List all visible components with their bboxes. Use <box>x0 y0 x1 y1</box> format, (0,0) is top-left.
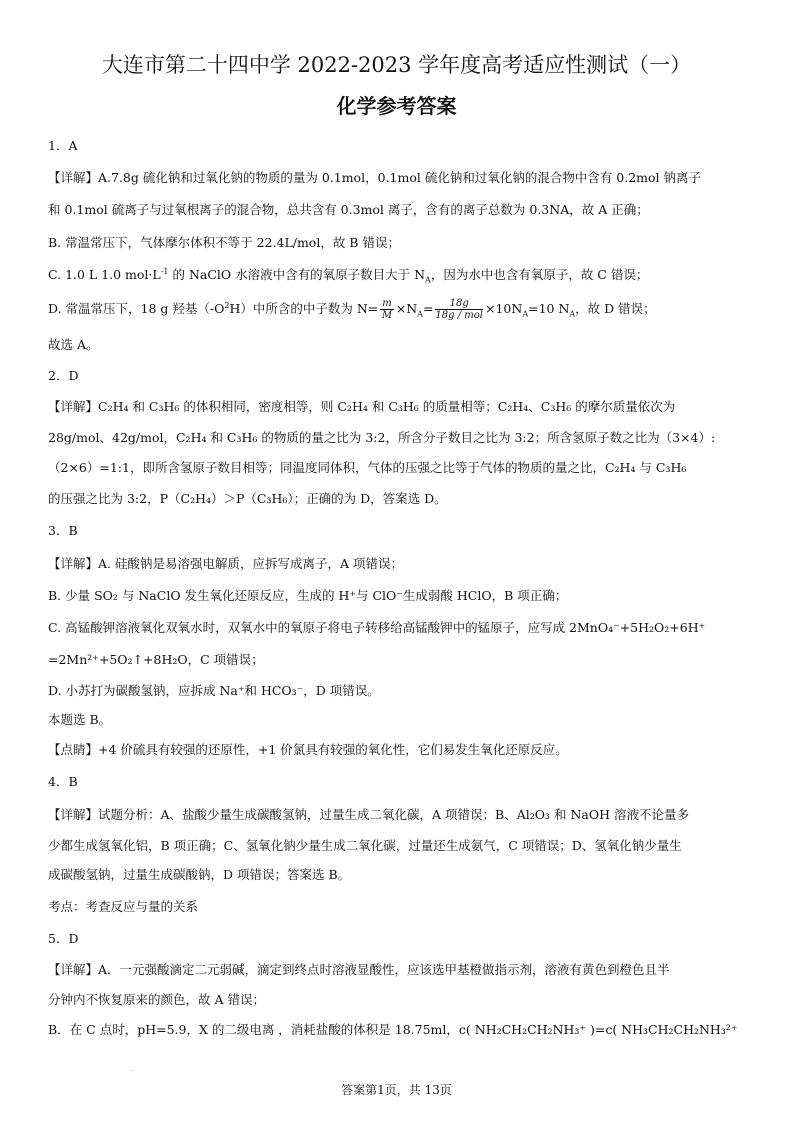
question-4-line-1: 【详解】试题分析：A、盐酸少量生成碳酸氢钠，过量生成二氧化碳，A 项错误；B、Al₂O₃ 和 NaOH 溶液不论量多 <box>48 807 689 822</box>
question-5-number: 5．D <box>48 931 79 946</box>
question-1-line-3: B. 常温常压下，气体摩尔体积不等于 22.4L/mol，故 B 错误； <box>48 235 400 250</box>
fraction-18g-over-molar-mass: $\frac{18g}{\text{18g / mol}}$ <box>435 298 483 321</box>
fraction-m-over-M: $\frac{m}{M}$ <box>381 298 393 321</box>
question-1-line-4: C. 1.0 L 1.0 $mol\cdot L^{-1}$ 的 NaClO 水溶液中含有的氧原子数目大于 $N_A$，因为水中也含有氧原子，故 C 错误； <box>48 266 649 285</box>
question-3-tip: 【点睛】+4 价硫具有较强的还原性，+1 价氯具有较强的氧化性，它们易发生氧化还原反应。 <box>48 742 568 757</box>
question-3-line-2: B. 少量 SO₂ 与 NaClO 发生氧化还原反应，生成的 H⁺与 ClO⁻生成弱酸 HClO，B 项正确； <box>48 588 568 603</box>
question-3-line-1: 【详解】A. 硅酸钠是易溶强电解质，应拆写成离子，A 项错误； <box>48 556 403 571</box>
question-2-line-2: 28g/mol、42g/mol，C₂H₄ 和 C₃H₆ 的物质的量之比为 3:2，所含分子数目之比为 3:2；所含氢原子数之比为（3×4）: <box>48 430 716 445</box>
question-2-line-1: 【详解】C₂H₄ 和 C₃H₆ 的体积相同，密度相等，则 C₂H₄ 和 C₃H₆ 的质量相等；C₂H₄、C₃H₆ 的摩尔质量依次为 <box>48 399 676 414</box>
question-1-number: 1．A <box>48 138 78 153</box>
question-3-line-6: 本题选 B。 <box>48 712 112 727</box>
question-4-number: 4．B <box>48 774 78 789</box>
question-4-line-4: 考点：考查反应与量的关系 <box>48 899 199 914</box>
page-footer: 答案第1页，共 13页 <box>341 1083 452 1097</box>
question-5-line-2: 分钟内不恢复原来的颜色，故 A 错误； <box>48 992 265 1007</box>
question-1-line-2: 和 0.1mol 硫离子与过氧根离子的混合物，总共含有 0.3mol 离子，含有的离子总数为 0.3NA，故 A 正确； <box>48 202 649 217</box>
question-4-line-3: 成碳酸氢钠，过量生成碳酸钠，D 项错误；答案选 B。 <box>48 867 351 882</box>
question-3-line-3: C. 高锰酸钾溶液氧化双氧水时，双氧水中的氧原子将电子转移给高锰酸钾中的锰原子，应写成 2MnO₄⁻+5H₂O₂+6H⁺ <box>48 620 706 635</box>
document-title: 大连市第二十四中学 2022-2023 学年度高考适应性测试（一） <box>101 53 692 77</box>
scan-artifact-dot: . <box>132 1066 134 1073</box>
question-5-line-1: 【详解】A．一元强酸滴定二元弱碱，滴定到终点时溶液显酸性，应该选甲基橙做指示剂，溶液有黄色到橙色且半 <box>48 962 670 977</box>
question-3-line-5: D. 小苏打为碳酸氢钠，应拆成 Na⁺和 HCO₃⁻，D 项错误。 <box>48 683 380 698</box>
question-2-line-3: （2×6）=1:1，即所含氢原子数目相等；同温度同体积，气体的压强之比等于气体的物质的量之比，C₂H₄ 与 C₃H₆ <box>48 460 687 475</box>
question-4-line-2: 少都生成氢氧化铝，B 项正确；C、氢氧化钠少量生成二氧化碳，过量还生成氨气，C 项错误；D、氢氧化钠少量生 <box>48 838 682 853</box>
question-2-number: 2．D <box>48 368 79 383</box>
question-3-number: 3．B <box>48 523 78 538</box>
question-5-line-3: B．在 C 点时，pH=5.9，X 的二级电离 ，消耗盐酸的体积是 18.75ml，c( NH₂CH₂CH₂NH₃⁺ )=c( NH₃CH₂CH₂NH₃²⁺ <box>48 1022 738 1037</box>
question-1-line-1: 【详解】A.7.8g 硫化钠和过氧化钠的物质的量为 0.1mol，0.1mol 硫化钠和过氧化钠的混合物中含有 0.2mol 钠离子 <box>48 170 702 185</box>
question-1-line-6: 故选 A。 <box>48 337 99 352</box>
question-1-line-5: D. 常温常压下，18 g 羟基$(-O^2H)$中所含的中子数为 N= $\frac{m}{M}$ $\times N_A=$ $\frac{18g}{\text{18g / mol}}$ $\times 10N_A=10$ $N_A$，故 D 错误； <box>48 298 656 321</box>
question-3-line-4: =2Mn²⁺+5O₂↑+8H₂O，C 项错误； <box>48 652 264 667</box>
document-subtitle: 化学参考答案 <box>336 94 457 118</box>
question-2-line-4: 的压强之比为 3:2，P（C₂H₄）＞P（C₃H₆）；正确的为 D，答案选 D。 <box>48 491 447 506</box>
